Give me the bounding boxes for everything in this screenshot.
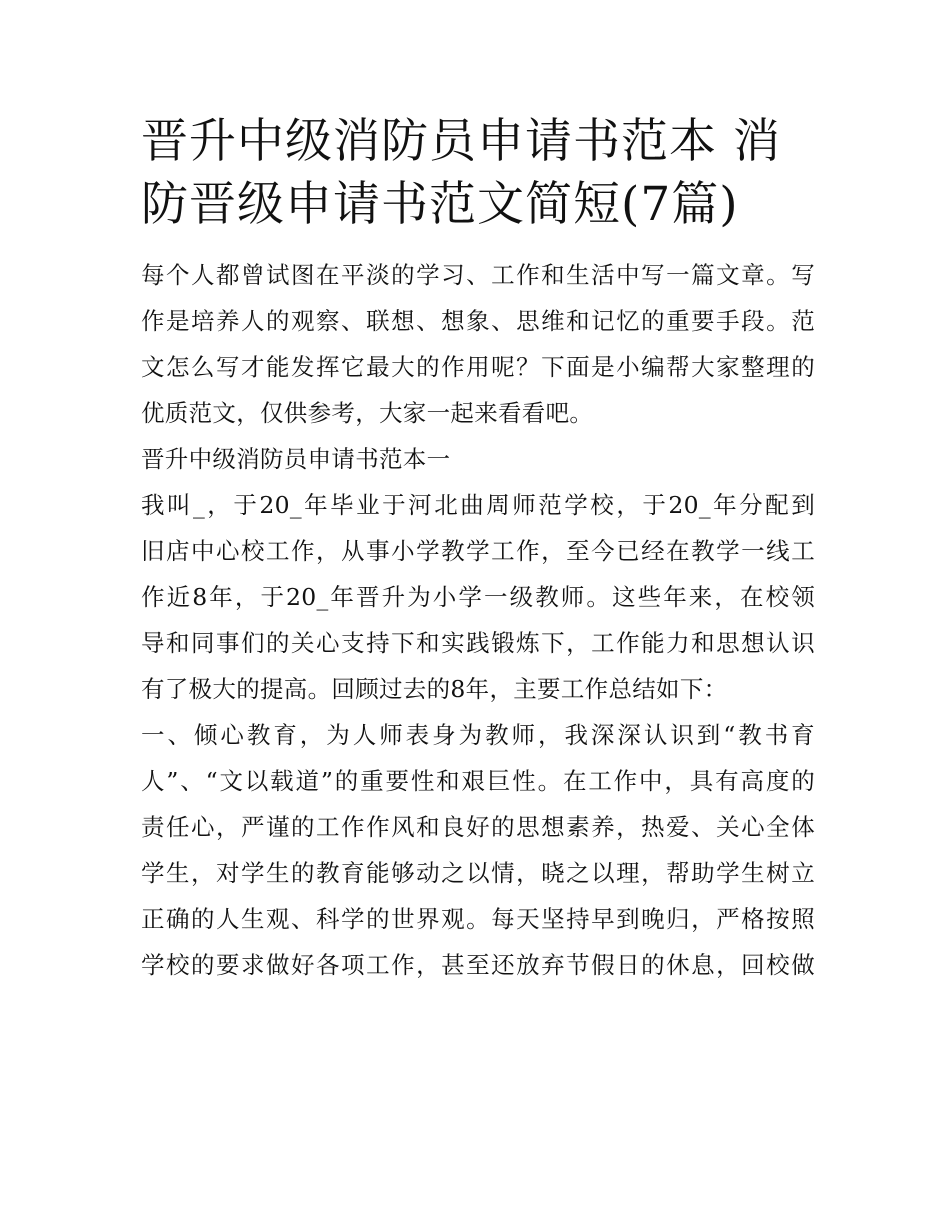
text-line: 我叫_，于20_年毕业于河北曲周师范学校，于20_年分配到 bbox=[141, 491, 815, 519]
document-page bbox=[141, 110, 815, 988]
text-line: 作近8年，于20_年晋升为小学一级教师。这些年来，在校领 bbox=[141, 583, 815, 611]
text-line: 一、倾心教育，为人师表身为教师，我深深认识到“教书育 bbox=[141, 721, 815, 749]
text-line: 学校的要求做好各项工作，甚至还放弃节假日的休息，回校做 bbox=[141, 951, 815, 979]
document-title bbox=[141, 110, 815, 236]
title-line-2: 防晋级申请书范文简短(7篇) bbox=[141, 177, 739, 232]
document-body bbox=[141, 252, 815, 988]
text-line: 文怎么写才能发挥它最大的作用呢？下面是小编帮大家整理的 bbox=[141, 353, 815, 381]
text-line: 正确的人生观、科学的世界观。每天坚持早到晚归，严格按照 bbox=[141, 905, 815, 933]
text-line: 作是培养人的观察、联想、想象、思维和记忆的重要手段。范 bbox=[141, 307, 815, 335]
text-line: 优质范文，仅供参考，大家一起来看看吧。 bbox=[141, 399, 594, 427]
text-line: 学生，对学生的教育能够动之以情，晓之以理，帮助学生树立 bbox=[141, 859, 815, 887]
text-line: 人”、“文以载道”的重要性和艰巨性。在工作中，具有高度的 bbox=[141, 767, 815, 795]
text-line: 旧店中心校工作，从事小学教学工作，至今已经在教学一线工 bbox=[141, 537, 815, 565]
text-line: 导和同事们的关心支持下和实践锻炼下，工作能力和思想认识 bbox=[141, 629, 815, 657]
text-line: 责任心，严谨的工作作风和良好的思想素养，热爱、关心全体 bbox=[141, 813, 815, 841]
section-heading: 晋升中级消防员申请书范本一 bbox=[141, 445, 451, 473]
title-line-1: 晋升中级消防员申请书范本 消 bbox=[141, 114, 781, 169]
text-line: 每个人都曾试图在平淡的学习、工作和生活中写一篇文章。写 bbox=[141, 261, 815, 289]
text-line: 有了极大的提高。回顾过去的8年，主要工作总结如下： bbox=[141, 675, 728, 703]
